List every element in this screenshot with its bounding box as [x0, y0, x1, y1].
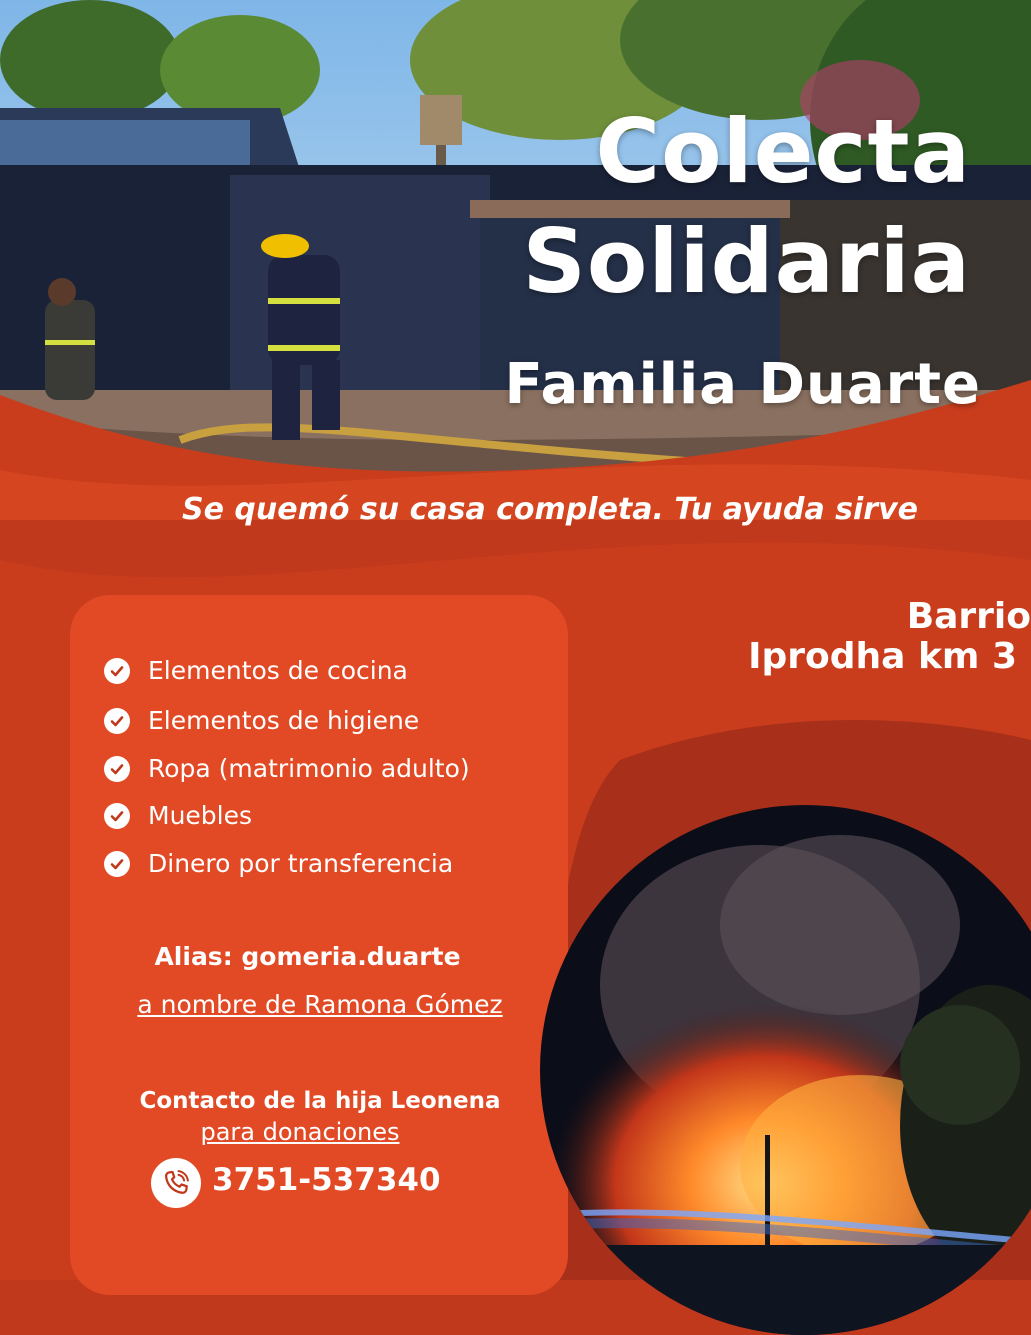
location-line-2: Iprodha km 3: [748, 636, 1017, 677]
item-label: Elementos de cocina: [148, 656, 408, 685]
tagline: Se quemó su casa completa. Tu ayuda sirve: [182, 492, 918, 527]
item-label: Ropa (matrimonio adulto): [148, 754, 470, 783]
check-icon: [104, 658, 130, 684]
list-item: [104, 849, 453, 878]
contact-subtitle: para donaciones: [200, 1118, 400, 1146]
check-icon: [104, 756, 130, 782]
list-item: [104, 801, 252, 830]
item-label: Dinero por transferencia: [148, 849, 454, 878]
check-icon: [104, 803, 130, 829]
alias-text: Alias: gomeria.duarte: [154, 942, 461, 971]
owner-text: a nombre de Ramona Gómez: [137, 990, 503, 1019]
check-icon: [104, 708, 130, 734]
list-item: [104, 706, 419, 735]
check-icon: [104, 851, 130, 877]
location-line-1: Barrio: [906, 596, 1031, 637]
contact-title: Contacto de la hija Leonena: [139, 1088, 501, 1114]
item-label: Muebles: [148, 801, 253, 830]
title-colecta: Colecta: [595, 100, 971, 203]
phone-number: 3751-537340: [212, 1162, 441, 1198]
list-item: [104, 656, 408, 685]
title-familia: Familia Duarte: [504, 352, 981, 417]
title-solidaria: Solidaria: [522, 210, 971, 313]
phone-icon: [151, 1158, 201, 1208]
list-item: [104, 754, 470, 783]
item-label: Elementos de higiene: [148, 706, 420, 735]
